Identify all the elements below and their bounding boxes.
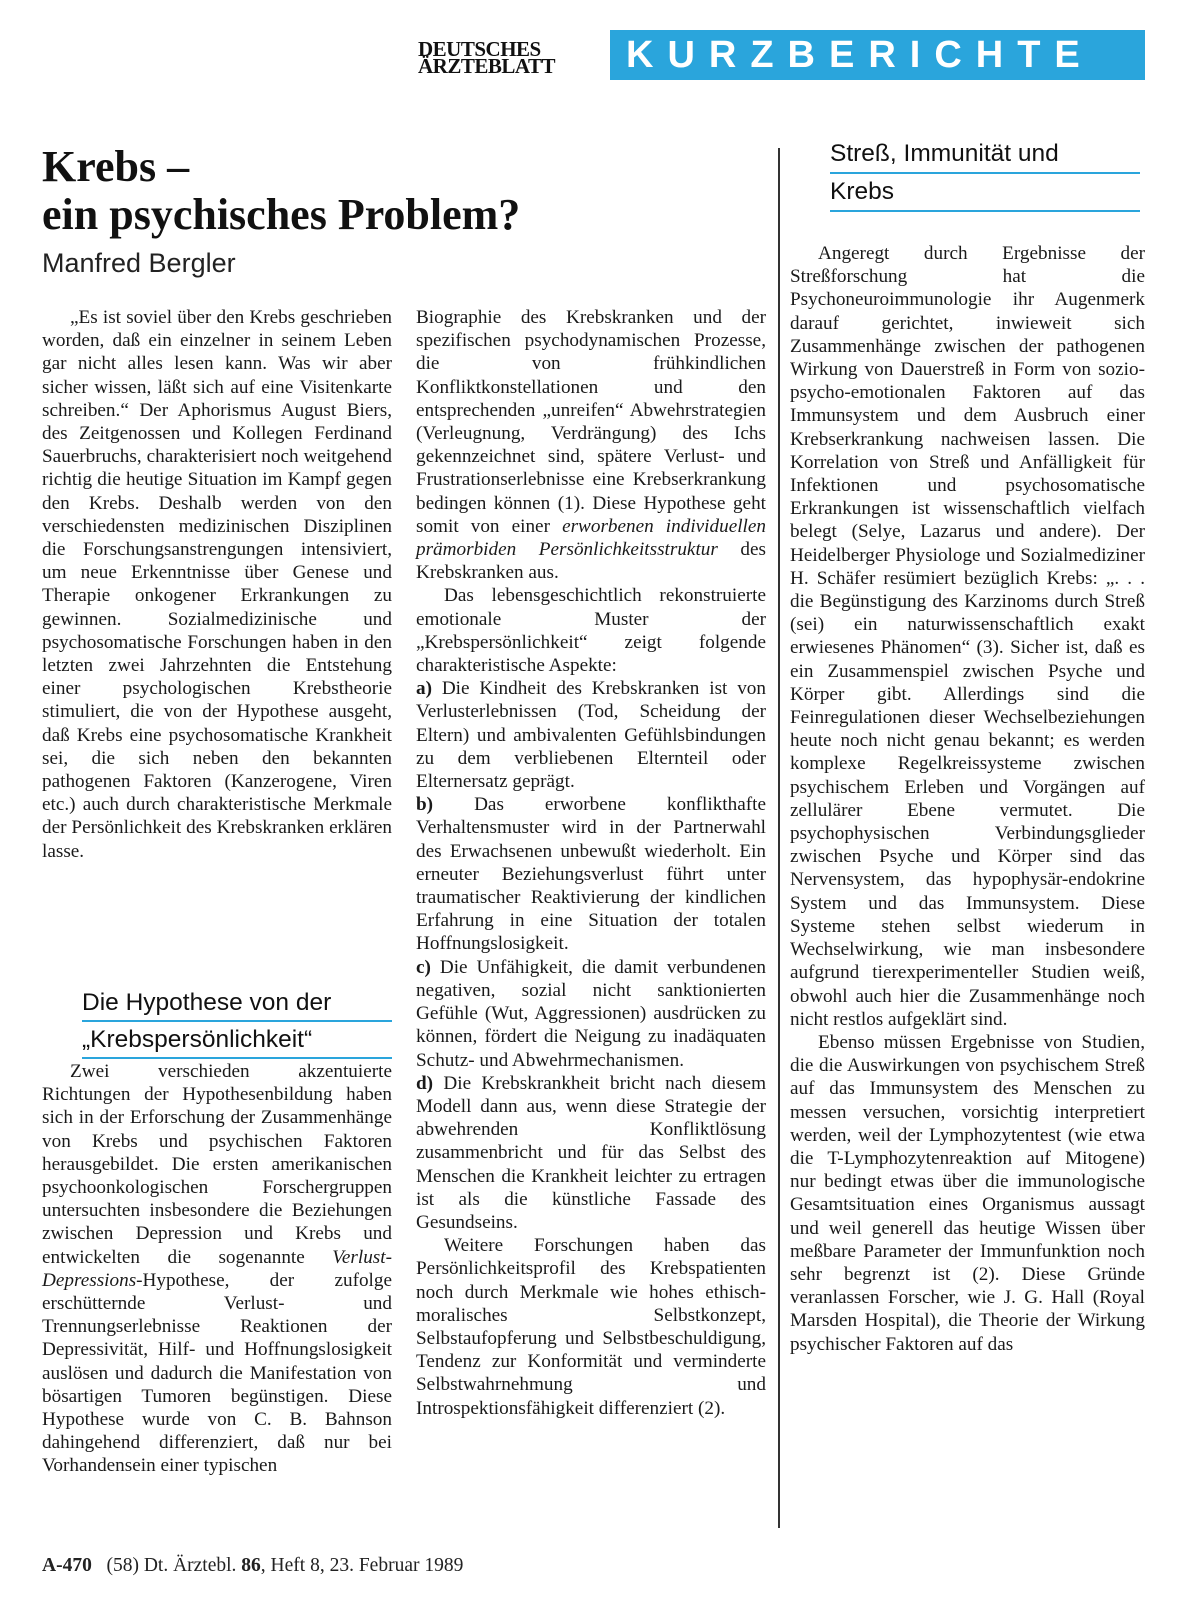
subhead-line1: Die Hypothese von der — [82, 987, 392, 1022]
text-run: Biographie des Krebskranken und der spezifischen psychodynamischen Prozesse, die von frühkindlichen Konfliktkonstellationen und den entsprechenden „unreifen“ Abwehrstrategien (Verleugnung, Verdrängung) des Ichs gekennzeichnet sind, spätere Verlust- und Frustrationserlebnisse eine Krebserkrankung bedingen können (1). Diese Hypothese geht somit von einer — [416, 307, 766, 537]
column-2 — [416, 306, 766, 1420]
author: Manfred Bergler — [42, 248, 236, 278]
paragraph: Ebenso müssen Ergebnisse von Studien, die die Auswirkungen von psychischem Streß auf das Immunsystem des Menschen zu messen versuchen, vorsichtig interpretiert werden, weil der Lymphozytentest (wie etwa die T-Lymphozytenreaktion auf Mitogene) nur bedingt etwas über die immunologische Gesamtsituation eines Organismus aussagt und weil generell das heutige Wissen über meßbare Parameter der Immunfunktion noch sehr begrenzt ist (2). Diese Gründe veranlassen Forscher, wie J. G. Hall (Royal Marsden Hospital), die Theorie der Wirkung psychischer Faktoren auf das — [790, 1031, 1145, 1355]
paragraph: Weitere Forschungen haben das Persönlichkeitsprofil des Krebspatienten noch durch Merkmale wie hohes ethisch-moralisches Selbstkonzept, Selbstaufopferung und Selbstbeschuldigung, Tendenz zur Konformität und verminderte Selbstwahrnehmung und Introspektionsfähigkeit differenziert (2). — [416, 1235, 766, 1419]
paragraph — [416, 306, 766, 584]
text-run: Die Krebskrankheit bricht nach diesem Modell dann aus, wenn diese Strategie der abwehrenden Konfliktlösung zusammenbricht und für das Selbst des Menschen die Krankheit leichter zu ertragen ist als die künstliche Fassade des Gesundseins. — [416, 1072, 766, 1233]
text-run: Zwei verschieden akzentuierte Richtungen der Hypothesenbildung haben sich in der Erforschung der Zusammenhänge von Krebs und psychischen Faktoren herausgebildet. Die ersten amerikanischen psychoonkologischen Forschergruppen untersuchten insbesondere die Beziehungen zwischen Depression und Krebs und entwickelten die sogenannte — [42, 1061, 392, 1268]
text-run: Hypothese, der zufolge erschütternde Verlust- und Trennungserlebnisse Reaktionen der Depressivität, Hilf- und Hoffnungslosigkeit auslösen und dadurch die Manifestation von bösartigen Tumoren begünstigen. Diese Hypothese wurde von C. B. Bahnson dahingehend differenziert, daß nur bei Vorhandensein einer typischen — [42, 1269, 392, 1477]
masthead-line1: DEUTSCHES — [418, 37, 541, 61]
paragraph: Angeregt durch Ergebnisse der Streßforschung hat die Psychoneuroimmunologie ihr Augenmerk darauf gerichtet, inwieweit sich Zusammenhänge zwischen der pathogenen Wirkung von Dauerstreß in Form von sozio-psycho-emotionalen Faktoren auf das Immunsystem und dem Ausbruch einer Krebserkrankung nachweisen lassen. Die Korrelation von Streß und Anfälligkeit für Infektionen und psychosomatische Erkrankungen ist wissenschaftlich vielfach belegt (Selye, Lazarus und andere). Der Heidelberger Physiologe und Sozialmediziner H. Schäfer resümiert bezüglich Krebs: „. . . die Begünstigung des Karzinoms durch Streß (sei) ein naturwissenschaftlich exakt erwiesenes Phänomen“ (3). Sicher ist, daß es ein Zusammenspiel zwischen Psyche und Körper gibt. Allerdings sind die Feinregulationen dieser Wechselbeziehungen heute noch nicht genau bekannt; es werden komplexe Regelkreissysteme zwischen psychischem Erleben und Vorgängen auf zellulärer Ebene vermutet. Die psychophysischen Verbindungsglieder zwischen Psyche und Körper sind das Nervensystem, das hypophysär-endokrine System und das Immunsystem. Diese Systeme stehen selbst wiederum in Wechselwirkung, wie man insbesondere aufgrund tierexperimenteller Studien weiß, obwohl auch hier die Zusammenhänge noch nicht restlos aufgeklärt sind. — [790, 243, 1145, 1030]
masthead-line2: ÄRZTEBLATT — [418, 54, 555, 78]
text-run: Die Unfähigkeit, die damit verbundenen negativen, sozial nicht sanktionierten Gefühle (Wut, Aggressionen) ausdrücken zu können, fördert die Neigung zu inadäquaten Schutz- und Abwehrmechanismen. — [416, 956, 766, 1071]
page-footer — [42, 1555, 463, 1577]
subhead-line1: Streß, Immunität und — [830, 138, 1140, 174]
subhead-stress — [830, 138, 1140, 214]
text-run: Die Kindheit des Krebskranken ist von Verlusterlebnissen (Tod, Scheidung der Eltern) und ambivalenten Gefühlsbindungen zu dem verbliebenen Elternteil oder Elternersatz geprägt. — [416, 678, 766, 793]
issue-date: , Heft 8, 23. Februar 1989 — [260, 1555, 464, 1576]
page-number: A-470 — [42, 1555, 92, 1576]
column-1-continued — [42, 1060, 392, 1478]
paragraph: „Es ist soviel über den Krebs geschrieben worden, daß ein einzelner in seinem Leben gar nicht alles lesen kann. Was wir aber sicher wissen, läßt sich auf eine Visitenkarte schreiben.“ Der Aphorismus August Biers, des Zeitgenossen und Kollegen Ferdinand Sauerbruchs, charakterisiert noch weitgehend richtig die heutige Situation im Kampf gegen den Krebs. Deshalb werden von den verschiedensten medizinischen Disziplinen die Forschungsanstrengungen intensiviert, um neue Erkenntnisse über Genese und Therapie onkogener Erkrankungen zu gewinnen. Sozialmedizinische und psychosomatische Forschungen haben in den letzten zwei Jahrzehnten die Entstehung einer psychologischen Krebstheorie stimuliert, die von der Hypothese ausgeht, daß Krebs eine psychosomatische Krankheit sei, die sich neben den bekannten pathogenen Faktoren (Kanzerogene, Viren etc.) auch durch charakteristische Merkmale der Persönlichkeit des Krebskranken erklären lasse. — [42, 307, 392, 862]
list-marker: c) — [416, 956, 431, 978]
article-title — [42, 143, 772, 239]
list-item — [416, 956, 766, 1072]
title-line1: Krebs – — [42, 142, 190, 191]
subhead-line2: „Krebspersönlichkeit“ — [82, 1024, 392, 1059]
text-run: Das erworbene konflikthafte Verhaltensmuster wird in der Partnerwahl des Erwachsenen unbewußt wiederholt. Ein erneuter Beziehungsverlust führt unter traumatischer Reaktivierung der kindlichen Erfahrung in eine Situation der totalen Hoffnungslosigkeit. — [416, 794, 766, 955]
issue-ref: (58) Dt. Ärztebl. — [106, 1555, 237, 1576]
list-marker: b) — [416, 794, 434, 816]
subhead-hypothese — [82, 987, 392, 1061]
italic-run: Verlust-Depressions- — [42, 1246, 392, 1291]
list-item — [416, 1072, 766, 1234]
list-item — [416, 793, 766, 955]
section-banner: KURZBERICHTE — [610, 30, 1145, 80]
volume: 86 — [241, 1555, 261, 1576]
paragraph — [42, 1060, 392, 1478]
list-item — [416, 677, 766, 793]
paragraph: Das lebensgeschichtlich rekonstruierte emotionale Muster der „Krebspersönlichkeit“ zeigt folgende charakteristische Aspekte: — [416, 585, 766, 677]
column-1 — [42, 306, 392, 863]
masthead — [418, 37, 596, 78]
subhead-line2: Krebs — [830, 176, 1140, 212]
list-marker: d) — [416, 1072, 434, 1094]
column-3 — [790, 242, 1145, 1356]
text-run: des Krebskranken aus. — [416, 539, 766, 584]
list-marker: a) — [416, 678, 432, 700]
italic-run: erworbenen individuellen prämorbiden Persönlichkeitsstruktur — [416, 515, 766, 561]
column-rule — [778, 148, 780, 1528]
title-line2: ein psychisches Problem? — [42, 190, 521, 239]
